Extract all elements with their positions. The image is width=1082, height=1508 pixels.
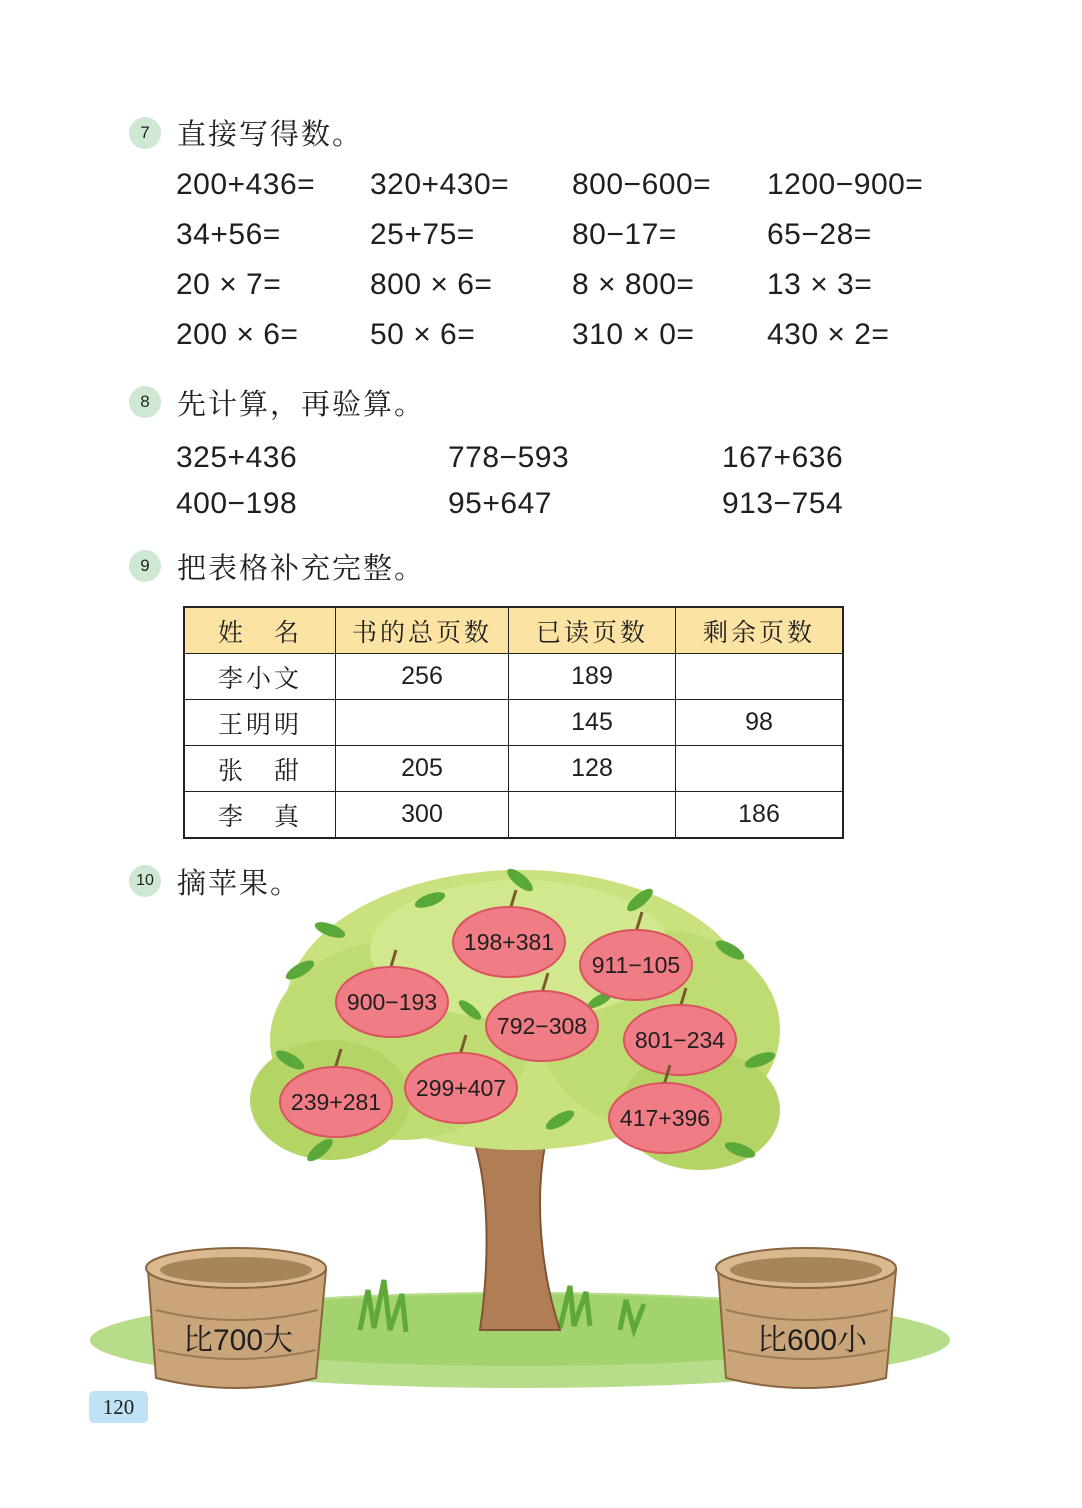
q8-expr: 167+636 [722, 441, 844, 474]
header-total-pages: 书的总页数 [336, 607, 509, 654]
q7-expr: 13 × 3= [767, 268, 873, 301]
q8-expr: 778−593 [448, 441, 570, 474]
table-cell: 145 [509, 700, 676, 746]
table-cell: 128 [509, 746, 676, 792]
table-cell: 205 [336, 746, 509, 792]
table-cell: 张 甜 [184, 746, 336, 792]
reading-pages-table [183, 606, 844, 839]
table-cell: 王明明 [184, 700, 336, 746]
table-cell: 256 [336, 654, 509, 700]
basket-label: 比700大 [182, 1324, 294, 1357]
table-cell: 李小文 [184, 654, 336, 700]
q7-expr: 320+430= [370, 168, 510, 201]
question-10-title: 摘苹果。 [177, 866, 302, 900]
table-row [184, 654, 843, 700]
apple-label: 801−234 [634, 1027, 726, 1053]
q7-expr: 20 × 7= [176, 268, 282, 301]
q7-expr: 8 × 800= [572, 268, 695, 301]
basket-label: 比600小 [756, 1324, 868, 1357]
q8-expr: 400−198 [176, 487, 298, 520]
question-10-badge: 10 [129, 865, 161, 897]
q7-expr: 25+75= [370, 218, 475, 251]
q7-expr: 800−600= [572, 168, 712, 201]
basket[interactable] [716, 1248, 896, 1388]
table-cell: 189 [509, 654, 676, 700]
table-cell [676, 654, 844, 700]
table-cell: 98 [676, 700, 844, 746]
table-cell [336, 700, 509, 746]
q7-expr: 80−17= [572, 218, 677, 251]
table-cell: 300 [336, 792, 509, 839]
apple-tree-illustration [0, 860, 1082, 1420]
table-cell [676, 746, 844, 792]
table-header-row [184, 607, 843, 654]
table-cell [509, 792, 676, 839]
q7-expr: 200 × 6= [176, 318, 299, 351]
question-7-title: 直接写得数。 [177, 117, 364, 151]
q7-expr: 34+56= [176, 218, 281, 251]
apple-label: 900−193 [346, 989, 438, 1015]
header-read-pages: 已读页数 [509, 607, 676, 654]
header-remaining-pages: 剩余页数 [676, 607, 844, 654]
page-number: 120 [89, 1391, 148, 1423]
q8-expr: 325+436 [176, 441, 298, 474]
table-cell: 186 [676, 792, 844, 839]
q7-expr: 800 × 6= [370, 268, 493, 301]
table-row [184, 700, 843, 746]
q7-expr: 50 × 6= [370, 318, 476, 351]
question-8-badge: 8 [129, 386, 161, 418]
q7-expr: 310 × 0= [572, 318, 695, 351]
apple-label: 792−308 [496, 1013, 588, 1039]
q8-expr: 95+647 [448, 487, 552, 520]
apple-label: 417+396 [619, 1105, 711, 1131]
table-row [184, 792, 843, 839]
apple-label: 911−105 [591, 952, 681, 978]
question-8-title: 先计算，再验算。 [177, 387, 426, 421]
q7-expr: 65−28= [767, 218, 872, 251]
q7-expr: 1200−900= [767, 168, 924, 201]
table-row [184, 746, 843, 792]
apple-label: 299+407 [415, 1075, 507, 1101]
question-7-badge: 7 [129, 117, 161, 149]
question-9-badge: 9 [129, 550, 161, 582]
q8-expr: 913−754 [722, 487, 844, 520]
apple-label: 239+281 [290, 1089, 382, 1115]
q7-expr: 430 × 2= [767, 318, 890, 351]
question-9-title: 把表格补充完整。 [177, 551, 426, 585]
basket[interactable] [146, 1248, 326, 1388]
apple-label: 198+381 [463, 929, 555, 955]
q7-expr: 200+436= [176, 168, 316, 201]
header-name: 姓 名 [184, 607, 336, 654]
table-cell: 李 真 [184, 792, 336, 839]
